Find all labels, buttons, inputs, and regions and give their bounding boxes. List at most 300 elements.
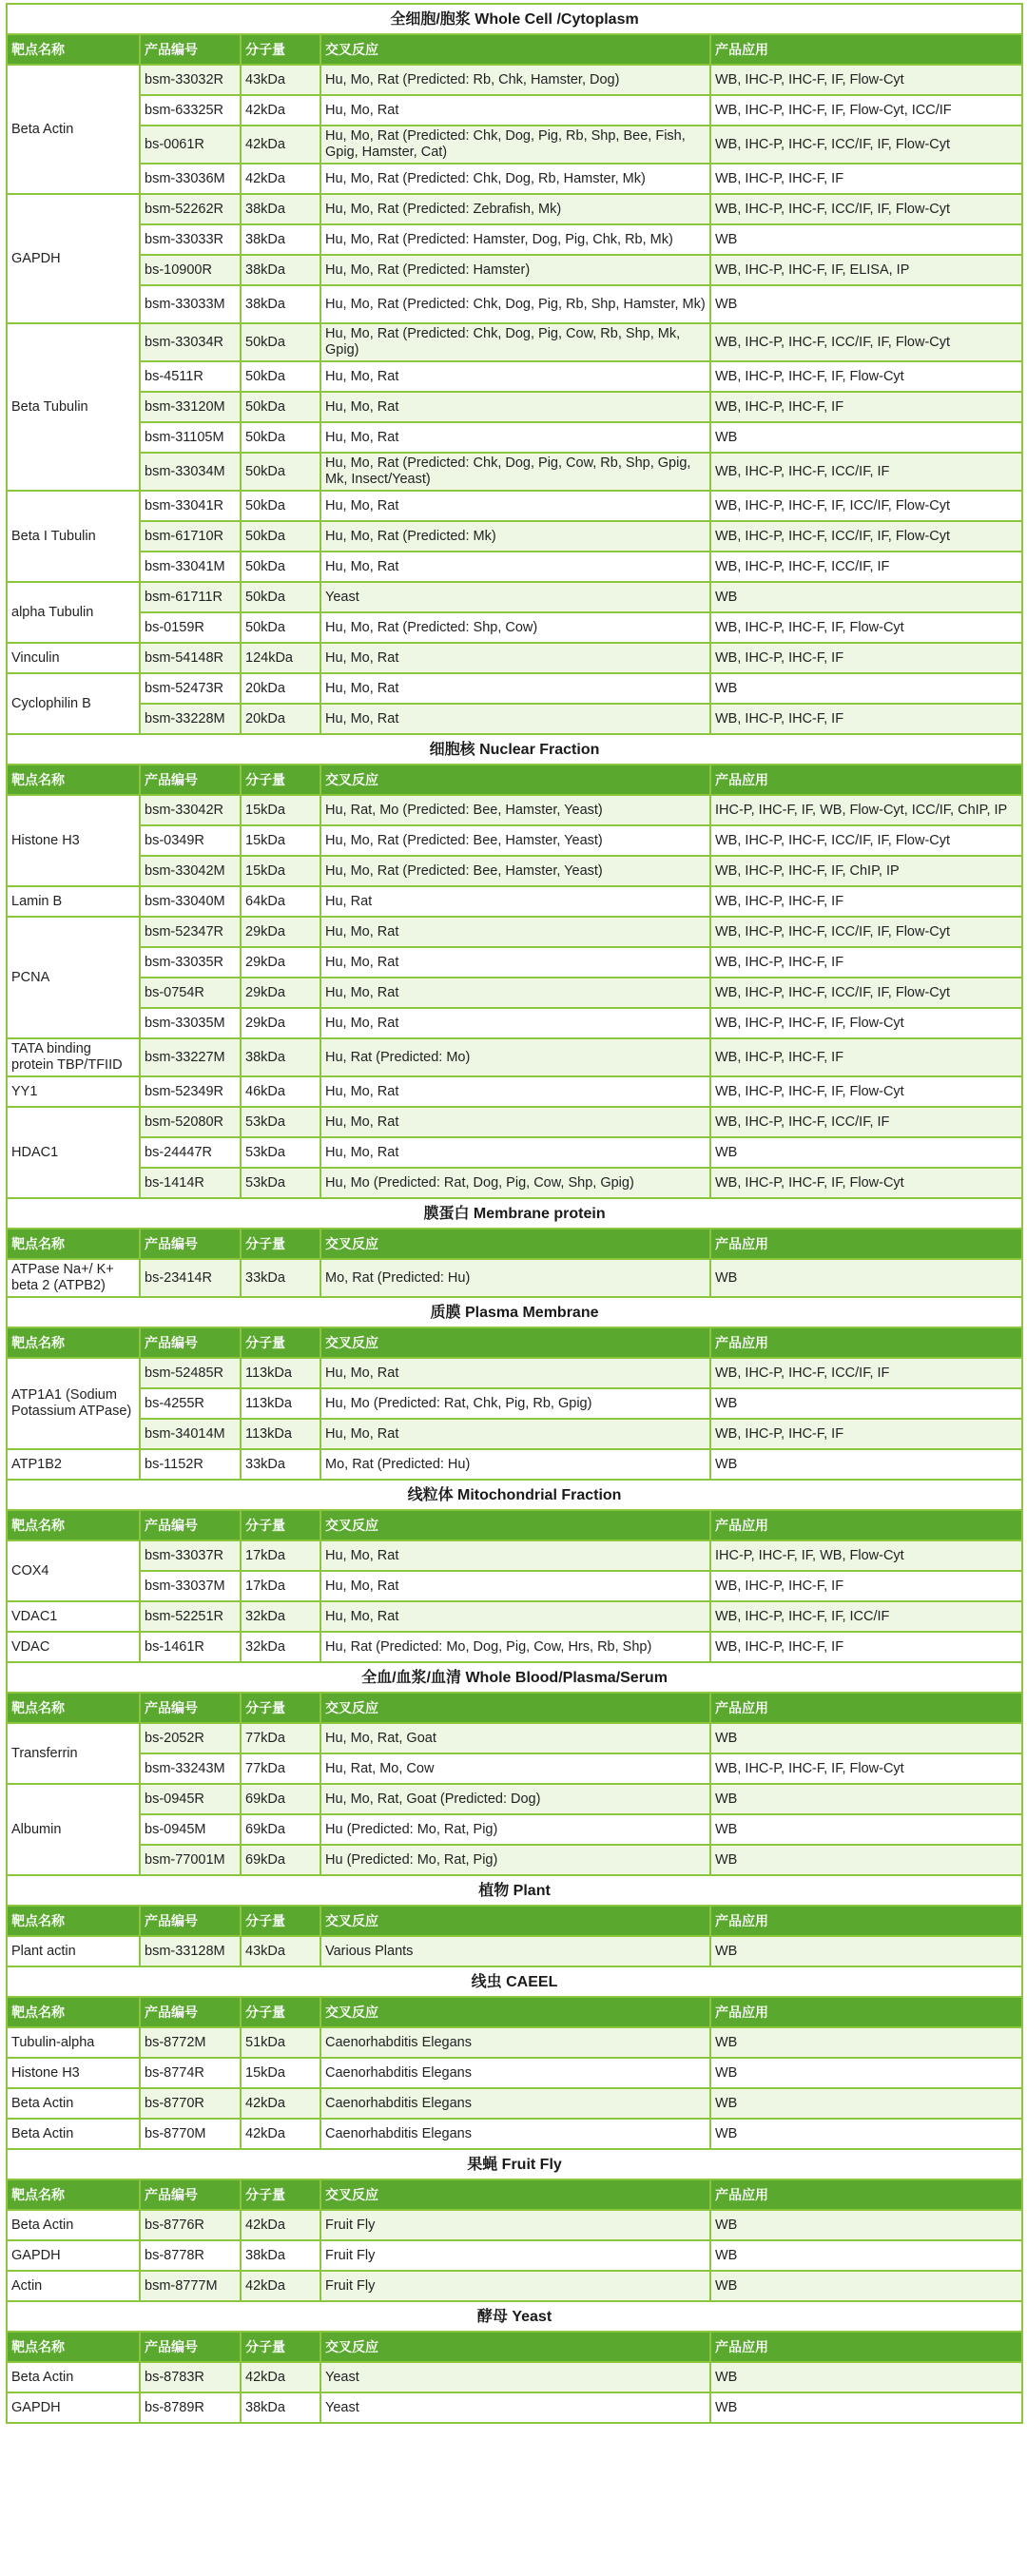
table-row: [7, 704, 1022, 734]
cross-reactivity: Hu, Mo, Rat: [320, 673, 710, 704]
table-row: [7, 2058, 1022, 2088]
table-row: [7, 164, 1022, 194]
cross-reactivity: Hu, Mo, Rat: [320, 552, 710, 582]
product-id: bs-2052R: [140, 1723, 241, 1753]
table-row: [7, 2271, 1022, 2301]
applications: WB, IHC-P, IHC-F, IF, Flow-Cyt: [710, 361, 1022, 392]
applications: WB, IHC-P, IHC-F, IF: [710, 1419, 1022, 1449]
applications: WB: [710, 2027, 1022, 2058]
applications: WB, IHC-P, IHC-F, IF: [710, 1571, 1022, 1601]
header-molecular-weight: 分子量: [241, 1997, 320, 2027]
cross-reactivity: Caenorhabditis Elegans: [320, 2058, 710, 2088]
table-row: [7, 1419, 1022, 1449]
cross-reactivity: Hu (Predicted: Mo, Rat, Pig): [320, 1845, 710, 1875]
applications: WB: [710, 2240, 1022, 2271]
header-product-id: 产品编号: [140, 1510, 241, 1540]
table-row: [7, 2119, 1022, 2149]
section-title-row: [7, 4, 1022, 34]
molecular-weight: 43kDa: [241, 1936, 320, 1966]
target-name: Histone H3: [7, 795, 140, 886]
header-applications: 产品应用: [710, 1510, 1022, 1540]
molecular-weight: 50kDa: [241, 552, 320, 582]
section-title-row: [7, 734, 1022, 765]
product-id: bsm-33034M: [140, 453, 241, 491]
applications: WB: [710, 673, 1022, 704]
header-cross-reactivity: 交叉反应: [320, 1327, 710, 1358]
target-name: COX4: [7, 1540, 140, 1601]
header-applications: 产品应用: [710, 2332, 1022, 2362]
cross-reactivity: Hu, Mo, Rat: [320, 1107, 710, 1137]
molecular-weight: 38kDa: [241, 285, 320, 323]
header-target: 靶点名称: [7, 1229, 140, 1259]
applications: WB, IHC-P, IHC-F, IF: [710, 1038, 1022, 1076]
table-row: [7, 2088, 1022, 2119]
header-applications: 产品应用: [710, 765, 1022, 795]
table-row: [7, 1137, 1022, 1168]
molecular-weight: 69kDa: [241, 1845, 320, 1875]
table-row: [7, 392, 1022, 422]
product-id: bsm-33228M: [140, 704, 241, 734]
applications: WB, IHC-P, IHC-F, ICC/IF, IF: [710, 453, 1022, 491]
product-id: bs-8783R: [140, 2362, 241, 2392]
product-id: bsm-61711R: [140, 582, 241, 612]
product-id: bs-0754R: [140, 978, 241, 1008]
applications: WB, IHC-P, IHC-F, IF: [710, 886, 1022, 917]
applications: WB, IHC-P, IHC-F, IF, Flow-Cyt: [710, 1168, 1022, 1198]
column-header-row: [7, 1906, 1022, 1936]
cross-reactivity: Hu (Predicted: Mo, Rat, Pig): [320, 1814, 710, 1845]
table-row: [7, 552, 1022, 582]
molecular-weight: 32kDa: [241, 1632, 320, 1662]
header-product-id: 产品编号: [140, 1997, 241, 2027]
target-name: Tubulin-alpha: [7, 2027, 140, 2058]
molecular-weight: 42kDa: [241, 2119, 320, 2149]
cross-reactivity: Hu, Mo, Rat: [320, 1540, 710, 1571]
applications: WB: [710, 1784, 1022, 1814]
molecular-weight: 29kDa: [241, 1008, 320, 1038]
section-title-row: [7, 2149, 1022, 2179]
cross-reactivity: Mo, Rat (Predicted: Hu): [320, 1449, 710, 1480]
target-name: Plant actin: [7, 1936, 140, 1966]
cross-reactivity: Hu, Mo, Rat: [320, 643, 710, 673]
target-name: ATPase Na+/ K+ beta 2 (ATPB2): [7, 1259, 140, 1297]
header-applications: 产品应用: [710, 1229, 1022, 1259]
applications: WB: [710, 1388, 1022, 1419]
table-row: [7, 795, 1022, 825]
molecular-weight: 20kDa: [241, 673, 320, 704]
molecular-weight: 20kDa: [241, 704, 320, 734]
table-row: [7, 1107, 1022, 1137]
applications: WB, IHC-P, IHC-F, IF: [710, 1632, 1022, 1662]
target-name: YY1: [7, 1076, 140, 1107]
target-name: Albumin: [7, 1784, 140, 1875]
target-name: GAPDH: [7, 2392, 140, 2423]
applications: WB: [710, 2210, 1022, 2240]
molecular-weight: 38kDa: [241, 224, 320, 255]
section-title-row: [7, 1297, 1022, 1327]
product-id: bs-0061R: [140, 126, 241, 164]
molecular-weight: 43kDa: [241, 65, 320, 95]
target-name: Beta Actin: [7, 2119, 140, 2149]
product-id: bsm-33032R: [140, 65, 241, 95]
header-product-id: 产品编号: [140, 1327, 241, 1358]
target-name: ATP1B2: [7, 1449, 140, 1480]
molecular-weight: 50kDa: [241, 392, 320, 422]
product-id: bsm-33033R: [140, 224, 241, 255]
cross-reactivity: Hu, Mo, Rat: [320, 978, 710, 1008]
column-header-row: [7, 2179, 1022, 2210]
target-name: Actin: [7, 2271, 140, 2301]
header-target: 靶点名称: [7, 2179, 140, 2210]
applications: WB: [710, 1845, 1022, 1875]
header-target: 靶点名称: [7, 34, 140, 65]
molecular-weight: 53kDa: [241, 1107, 320, 1137]
applications: WB: [710, 1449, 1022, 1480]
product-id: bs-0349R: [140, 825, 241, 856]
cross-reactivity: Hu, Rat (Predicted: Mo, Dog, Pig, Cow, Hrs, Rb, Shp): [320, 1632, 710, 1662]
cross-reactivity: Hu, Mo, Rat (Predicted: Chk, Dog, Pig, Rb, Shp, Bee, Fish, Gpig, Hamster, Cat): [320, 126, 710, 164]
molecular-weight: 77kDa: [241, 1723, 320, 1753]
molecular-weight: 77kDa: [241, 1753, 320, 1784]
table-row: [7, 285, 1022, 323]
table-row: [7, 978, 1022, 1008]
applications: WB: [710, 422, 1022, 453]
molecular-weight: 38kDa: [241, 2240, 320, 2271]
header-molecular-weight: 分子量: [241, 2179, 320, 2210]
header-molecular-weight: 分子量: [241, 1693, 320, 1723]
header-target: 靶点名称: [7, 1906, 140, 1936]
molecular-weight: 50kDa: [241, 491, 320, 521]
molecular-weight: 64kDa: [241, 886, 320, 917]
product-tables: [6, 3, 1021, 2424]
molecular-weight: 29kDa: [241, 947, 320, 978]
product-id: bs-1414R: [140, 1168, 241, 1198]
cross-reactivity: Caenorhabditis Elegans: [320, 2027, 710, 2058]
section-title: 线粒体 Mitochondrial Fraction: [7, 1480, 1022, 1510]
header-molecular-weight: 分子量: [241, 2332, 320, 2362]
cross-reactivity: Hu, Mo, Rat (Predicted: Chk, Dog, Pig, Rb, Shp, Hamster, Mk): [320, 285, 710, 323]
target-name: Beta Actin: [7, 2088, 140, 2119]
cross-reactivity: Fruit Fly: [320, 2210, 710, 2240]
target-name: Beta Actin: [7, 2210, 140, 2240]
cross-reactivity: Hu, Rat (Predicted: Mo): [320, 1038, 710, 1076]
table-row: [7, 825, 1022, 856]
header-cross-reactivity: 交叉反应: [320, 1906, 710, 1936]
table-row: [7, 2362, 1022, 2392]
table-row: [7, 422, 1022, 453]
cross-reactivity: Mo, Rat (Predicted: Hu): [320, 1259, 710, 1297]
header-molecular-weight: 分子量: [241, 765, 320, 795]
product-id: bsm-52349R: [140, 1076, 241, 1107]
table-row: [7, 1571, 1022, 1601]
table-row: [7, 643, 1022, 673]
table-row: [7, 1449, 1022, 1480]
target-name: HDAC1: [7, 1107, 140, 1198]
product-id: bsm-33034R: [140, 323, 241, 361]
target-name: Histone H3: [7, 2058, 140, 2088]
cross-reactivity: Hu, Mo, Rat: [320, 491, 710, 521]
product-id: bs-8778R: [140, 2240, 241, 2271]
cross-reactivity: Hu, Mo, Rat: [320, 1601, 710, 1632]
applications: WB, IHC-P, IHC-F, ICC/IF, IF: [710, 1107, 1022, 1137]
product-id: bs-4511R: [140, 361, 241, 392]
table-row: [7, 491, 1022, 521]
applications: WB, IHC-P, IHC-F, IF: [710, 164, 1022, 194]
applications: WB, IHC-P, IHC-F, IF, Flow-Cyt, ICC/IF: [710, 95, 1022, 126]
molecular-weight: 69kDa: [241, 1814, 320, 1845]
target-name: GAPDH: [7, 2240, 140, 2271]
table-row: [7, 1632, 1022, 1662]
target-name: alpha Tubulin: [7, 582, 140, 643]
table-row: [7, 2027, 1022, 2058]
molecular-weight: 53kDa: [241, 1168, 320, 1198]
table-row: [7, 2392, 1022, 2423]
header-target: 靶点名称: [7, 1693, 140, 1723]
table-row: [7, 126, 1022, 164]
table-row: [7, 194, 1022, 224]
molecular-weight: 38kDa: [241, 194, 320, 224]
molecular-weight: 113kDa: [241, 1388, 320, 1419]
product-id: bsm-54148R: [140, 643, 241, 673]
header-applications: 产品应用: [710, 1997, 1022, 2027]
applications: WB, IHC-P, IHC-F, ICC/IF, IF, Flow-Cyt: [710, 323, 1022, 361]
cross-reactivity: Hu, Mo, Rat: [320, 1571, 710, 1601]
molecular-weight: 38kDa: [241, 255, 320, 285]
header-molecular-weight: 分子量: [241, 1229, 320, 1259]
cross-reactivity: Hu, Mo, Rat: [320, 1076, 710, 1107]
product-id: bs-10900R: [140, 255, 241, 285]
table-row: [7, 673, 1022, 704]
table-row: [7, 1723, 1022, 1753]
header-cross-reactivity: 交叉反应: [320, 1997, 710, 2027]
applications: WB: [710, 1814, 1022, 1845]
product-id: bs-8770M: [140, 2119, 241, 2149]
section-title: 植物 Plant: [7, 1875, 1022, 1906]
product-id: bsm-52262R: [140, 194, 241, 224]
product-id: bs-1152R: [140, 1449, 241, 1480]
molecular-weight: 50kDa: [241, 521, 320, 552]
product-id: bsm-52080R: [140, 1107, 241, 1137]
molecular-weight: 42kDa: [241, 2088, 320, 2119]
product-id: bsm-33037R: [140, 1540, 241, 1571]
applications: WB, IHC-P, IHC-F, ICC/IF, IF, Flow-Cyt: [710, 917, 1022, 947]
header-applications: 产品应用: [710, 2179, 1022, 2210]
product-id: bsm-52473R: [140, 673, 241, 704]
cross-reactivity: Yeast: [320, 2392, 710, 2423]
table-row: [7, 453, 1022, 491]
cross-reactivity: Hu, Mo, Rat: [320, 1137, 710, 1168]
header-cross-reactivity: 交叉反应: [320, 2179, 710, 2210]
target-name: Beta I Tubulin: [7, 491, 140, 582]
header-target: 靶点名称: [7, 1327, 140, 1358]
section-title-row: [7, 1198, 1022, 1229]
applications: WB, IHC-P, IHC-F, IF: [710, 643, 1022, 673]
cross-reactivity: Hu, Mo, Rat (Predicted: Zebrafish, Mk): [320, 194, 710, 224]
column-header-row: [7, 34, 1022, 65]
product-id: bsm-31105M: [140, 422, 241, 453]
table-row: [7, 1259, 1022, 1297]
header-molecular-weight: 分子量: [241, 1327, 320, 1358]
cross-reactivity: Hu, Mo (Predicted: Rat, Chk, Pig, Rb, Gpig): [320, 1388, 710, 1419]
applications: WB, IHC-P, IHC-F, IF, Flow-Cyt: [710, 65, 1022, 95]
cross-reactivity: Hu, Mo, Rat: [320, 1419, 710, 1449]
molecular-weight: 46kDa: [241, 1076, 320, 1107]
section-title: 线虫 CAEEL: [7, 1966, 1022, 1997]
table-row: [7, 1540, 1022, 1571]
table-row: [7, 361, 1022, 392]
cross-reactivity: Hu, Mo, Rat: [320, 392, 710, 422]
cross-reactivity: Hu, Mo, Rat (Predicted: Hamster): [320, 255, 710, 285]
product-id: bs-8789R: [140, 2392, 241, 2423]
product-id: bs-0945R: [140, 1784, 241, 1814]
applications: WB: [710, 2119, 1022, 2149]
product-id: bsm-33037M: [140, 1571, 241, 1601]
product-id: bsm-33128M: [140, 1936, 241, 1966]
cross-reactivity: Hu, Rat, Mo, Cow: [320, 1753, 710, 1784]
applications: WB: [710, 2088, 1022, 2119]
molecular-weight: 42kDa: [241, 164, 320, 194]
table-row: [7, 1008, 1022, 1038]
applications: IHC-P, IHC-F, IF, WB, Flow-Cyt, ICC/IF, ChIP, IP: [710, 795, 1022, 825]
target-name: Transferrin: [7, 1723, 140, 1784]
product-id: bs-1461R: [140, 1632, 241, 1662]
cross-reactivity: Hu, Mo, Rat (Predicted: Chk, Dog, Pig, Cow, Rb, Shp, Gpig, Mk, Insect/Yeast): [320, 453, 710, 491]
molecular-weight: 29kDa: [241, 978, 320, 1008]
applications: WB, IHC-P, IHC-F, IF, ICC/IF: [710, 1601, 1022, 1632]
cross-reactivity: Hu, Mo, Rat, Goat (Predicted: Dog): [320, 1784, 710, 1814]
header-applications: 产品应用: [710, 1693, 1022, 1723]
product-id: bsm-33227M: [140, 1038, 241, 1076]
molecular-weight: 42kDa: [241, 2362, 320, 2392]
section-title: 质膜 Plasma Membrane: [7, 1297, 1022, 1327]
applications: WB: [710, 2392, 1022, 2423]
header-target: 靶点名称: [7, 2332, 140, 2362]
product-id: bsm-33036M: [140, 164, 241, 194]
product-id: bs-0159R: [140, 612, 241, 643]
table-row: [7, 1388, 1022, 1419]
column-header-row: [7, 1510, 1022, 1540]
table-row: [7, 1753, 1022, 1784]
molecular-weight: 29kDa: [241, 917, 320, 947]
cross-reactivity: Hu, Mo, Rat (Predicted: Bee, Hamster, Yeast): [320, 825, 710, 856]
product-id: bs-8776R: [140, 2210, 241, 2240]
product-id: bs-8774R: [140, 2058, 241, 2088]
cross-reactivity: Hu, Mo, Rat (Predicted: Shp, Cow): [320, 612, 710, 643]
target-name: Cyclophilin B: [7, 673, 140, 734]
molecular-weight: 51kDa: [241, 2027, 320, 2058]
cross-reactivity: Hu, Rat: [320, 886, 710, 917]
product-id: bsm-33041R: [140, 491, 241, 521]
applications: WB: [710, 224, 1022, 255]
table-row: [7, 917, 1022, 947]
molecular-weight: 50kDa: [241, 323, 320, 361]
applications: WB: [710, 2058, 1022, 2088]
header-product-id: 产品编号: [140, 765, 241, 795]
target-name: Beta Actin: [7, 65, 140, 194]
section-title: 酵母 Yeast: [7, 2301, 1022, 2332]
applications: WB, IHC-P, IHC-F, IF, ELISA, IP: [710, 255, 1022, 285]
applications: WB: [710, 1259, 1022, 1297]
cross-reactivity: Yeast: [320, 582, 710, 612]
cross-reactivity: Hu, Mo, Rat: [320, 361, 710, 392]
table-row: [7, 1784, 1022, 1814]
product-id: bsm-33120M: [140, 392, 241, 422]
header-applications: 产品应用: [710, 1906, 1022, 1936]
header-molecular-weight: 分子量: [241, 34, 320, 65]
molecular-weight: 124kDa: [241, 643, 320, 673]
column-header-row: [7, 1997, 1022, 2027]
table-row: [7, 95, 1022, 126]
section-title: 膜蛋白 Membrane protein: [7, 1198, 1022, 1229]
product-id: bsm-52251R: [140, 1601, 241, 1632]
target-name: VDAC1: [7, 1601, 140, 1632]
section-title-row: [7, 1480, 1022, 1510]
table-row: [7, 1168, 1022, 1198]
header-cross-reactivity: 交叉反应: [320, 1229, 710, 1259]
applications: WB, IHC-P, IHC-F, IF: [710, 392, 1022, 422]
section-title: 果蝇 Fruit Fly: [7, 2149, 1022, 2179]
header-molecular-weight: 分子量: [241, 1906, 320, 1936]
molecular-weight: 50kDa: [241, 422, 320, 453]
product-id: bsm-34014M: [140, 1419, 241, 1449]
applications: WB: [710, 1723, 1022, 1753]
section-title: 全细胞/胞浆 Whole Cell /Cytoplasm: [7, 4, 1022, 34]
table-row: [7, 1076, 1022, 1107]
molecular-weight: 15kDa: [241, 795, 320, 825]
molecular-weight: 113kDa: [241, 1358, 320, 1388]
header-cross-reactivity: 交叉反应: [320, 2332, 710, 2362]
header-product-id: 产品编号: [140, 2179, 241, 2210]
product-id: bsm-63325R: [140, 95, 241, 126]
header-molecular-weight: 分子量: [241, 1510, 320, 1540]
cross-reactivity: Hu, Mo, Rat (Predicted: Mk): [320, 521, 710, 552]
molecular-weight: 17kDa: [241, 1571, 320, 1601]
molecular-weight: 38kDa: [241, 1038, 320, 1076]
product-id: bsm-33042R: [140, 795, 241, 825]
table-row: [7, 2240, 1022, 2271]
applications: WB, IHC-P, IHC-F, ICC/IF, IF, Flow-Cyt: [710, 978, 1022, 1008]
table-row: [7, 886, 1022, 917]
target-name: Beta Actin: [7, 2362, 140, 2392]
molecular-weight: 50kDa: [241, 453, 320, 491]
section-title-row: [7, 1875, 1022, 1906]
cross-reactivity: Hu, Mo, Rat: [320, 95, 710, 126]
applications: WB, IHC-P, IHC-F, IF, ChIP, IP: [710, 856, 1022, 886]
header-applications: 产品应用: [710, 34, 1022, 65]
molecular-weight: 69kDa: [241, 1784, 320, 1814]
molecular-weight: 15kDa: [241, 2058, 320, 2088]
applications: WB, IHC-P, IHC-F, ICC/IF, IF, Flow-Cyt: [710, 126, 1022, 164]
cross-reactivity: Caenorhabditis Elegans: [320, 2119, 710, 2149]
header-product-id: 产品编号: [140, 1229, 241, 1259]
molecular-weight: 42kDa: [241, 2210, 320, 2240]
applications: WB: [710, 1936, 1022, 1966]
cross-reactivity: Hu, Mo (Predicted: Rat, Dog, Pig, Cow, Shp, Gpig): [320, 1168, 710, 1198]
cross-reactivity: Hu, Mo, Rat (Predicted: Rb, Chk, Hamster, Dog): [320, 65, 710, 95]
applications: IHC-P, IHC-F, IF, WB, Flow-Cyt: [710, 1540, 1022, 1571]
cross-reactivity: Hu, Mo, Rat (Predicted: Chk, Dog, Rb, Hamster, Mk): [320, 164, 710, 194]
cross-reactivity: Hu, Mo, Rat (Predicted: Chk, Dog, Pig, Cow, Rb, Shp, Mk, Gpig): [320, 323, 710, 361]
applications: WB, IHC-P, IHC-F, ICC/IF, IF, Flow-Cyt: [710, 521, 1022, 552]
product-id: bsm-33035M: [140, 1008, 241, 1038]
applications: WB, IHC-P, IHC-F, IF: [710, 704, 1022, 734]
molecular-weight: 113kDa: [241, 1419, 320, 1449]
applications: WB, IHC-P, IHC-F, IF, Flow-Cyt: [710, 612, 1022, 643]
cross-reactivity: Various Plants: [320, 1936, 710, 1966]
target-name: Vinculin: [7, 643, 140, 673]
molecular-weight: 33kDa: [241, 1259, 320, 1297]
section-title-row: [7, 2301, 1022, 2332]
